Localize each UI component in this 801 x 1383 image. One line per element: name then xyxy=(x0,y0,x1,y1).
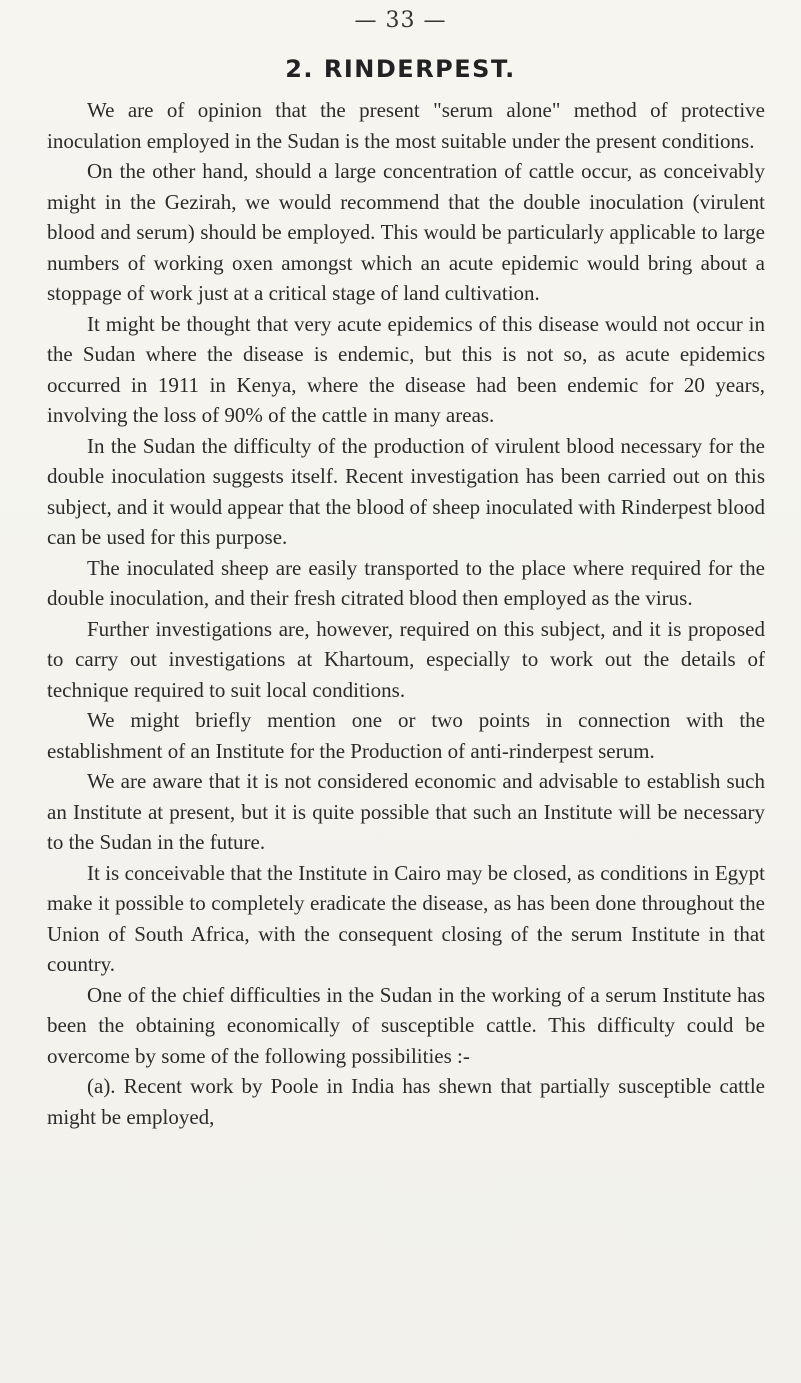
paragraph: It is conceivable that the Institute in Cairo may be closed, as conditions in Egypt make it possible to completely eradicate the disease, as has been done throughout the Union of South Africa, with the consequent closing of the serum Institute in that country. xyxy=(47,860,765,976)
paragraph: We might briefly mention one or two points in connection with the establishment of an Institute for the Production of anti-rinderpest serum. xyxy=(47,708,765,763)
paragraph: The inoculated sheep are easily transported to the place where required for the double inoculation, and their fresh citrated blood then employed as the virus. xyxy=(47,555,765,610)
paragraph: We are of opinion that the present "serum alone" method of protective inoculation employed in the Sudan is the most suitable under the present conditions. xyxy=(47,98,765,153)
paragraph: Further investigations are, however, required on this subject, and it is proposed to carry out investigations at Khartoum, especially to work out the details of technique required to suit local conditions. xyxy=(47,616,765,702)
paragraph: We are aware that it is not considered economic and advisable to establish such an Institute at present, but it is quite possible that such an Institute will be necessary to the Sudan in the future. xyxy=(47,769,765,854)
paragraph: One of the chief difficulties in the Sudan in the working of a serum Institute has been the obtaining economically of susceptible cattle. This difficulty could be overcome by some of the following possibilities :- xyxy=(47,982,765,1068)
paragraph: In the Sudan the difficulty of the production of virulent blood necessary for the double inoculation suggests itself. Recent investigation has been carried out on this subject, and it would appear that the blood of sheep inoculated with Rinderpest blood can be used for this purpose. xyxy=(47,433,765,549)
page-number: — 33 — xyxy=(354,8,447,33)
paragraph: It might be thought that very acute epidemics of this disease would not occur in the Sudan where the disease is endemic, but this is not so, as acute epidemics occurred in 1911 in Kenya, where the disease had been endemic for 20 years, involving the loss of 90% of the cattle in many areas. xyxy=(47,311,765,427)
paragraph: On the other hand, should a large concentration of cattle occur, as conceivably might in the Gezirah, we would recommend that the double inoculation (virulent blood and serum) should be employed. This would be particularly applicable to large numbers of working oxen amongst which an acute epidemic would bring about a stoppage of work just at a critical stage of land cultivation. xyxy=(47,159,765,305)
body-text xyxy=(47,95,765,1132)
section-title: 2. RINDERPEST. xyxy=(285,55,516,83)
list-item-a: (a). Recent work by Poole in India has shewn that partially susceptible cattle might be employed, xyxy=(47,1074,765,1129)
